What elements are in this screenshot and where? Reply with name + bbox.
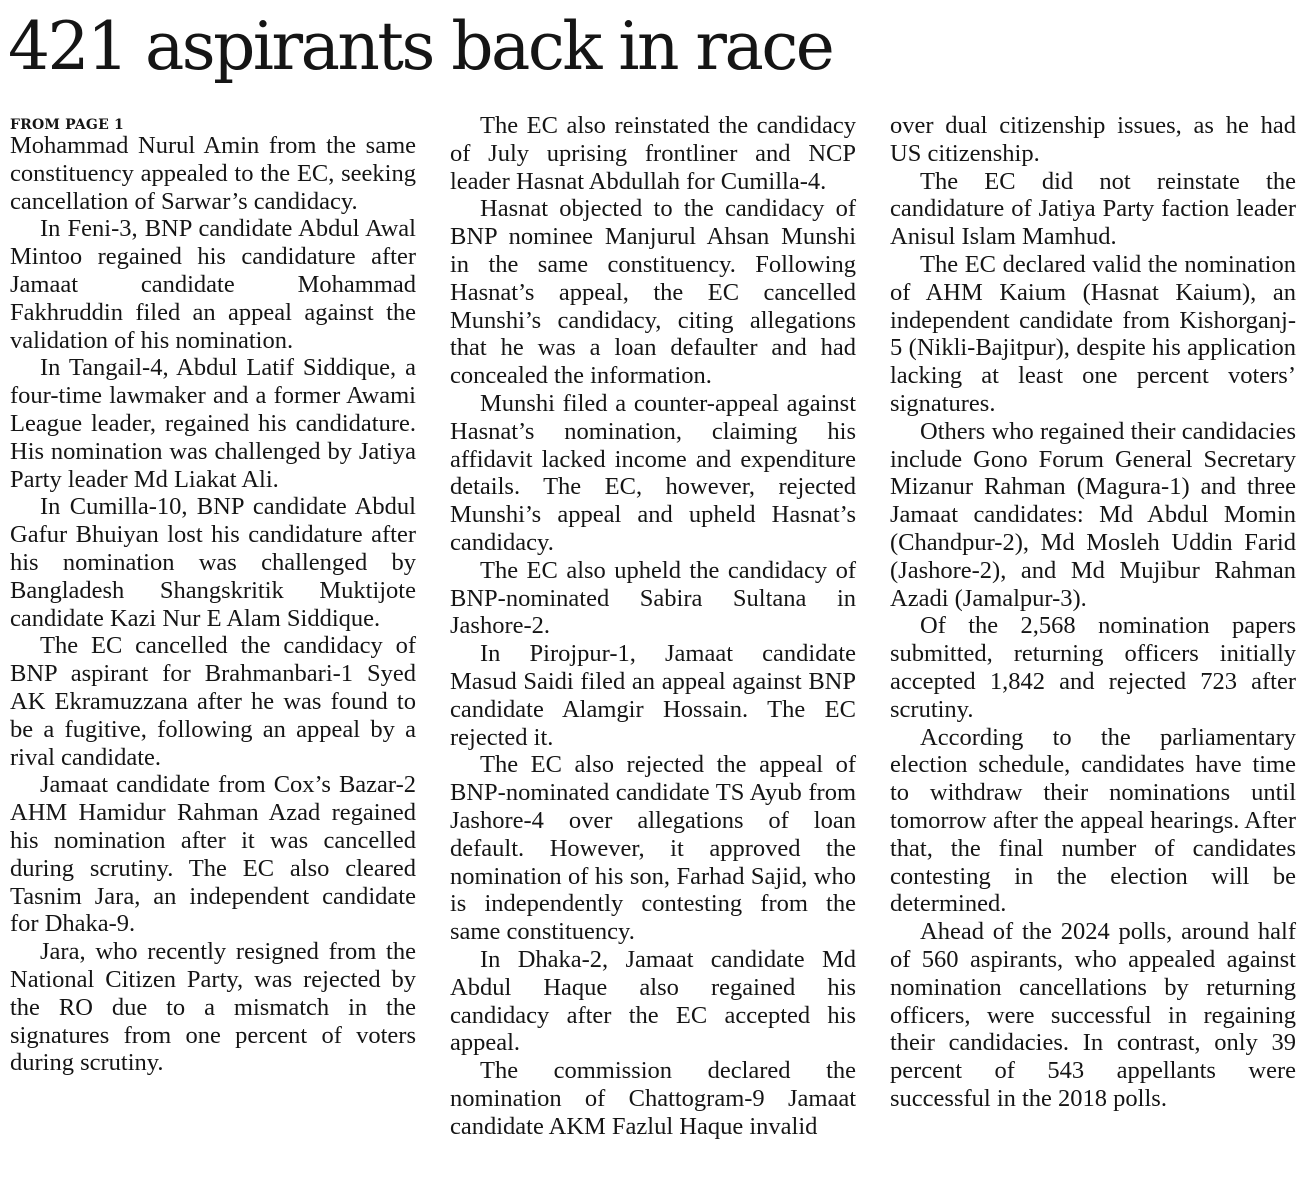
paragraph: over dual citizenship issues, as he had US citizenship. <box>890 112 1296 167</box>
paragraph: In Tangail-4, Abdul Latif Siddique, a four-time lawmaker and a former Awami League leader, regained his candidature. His nomination was challenged by Jatiya Party leader Md Liakat Ali. <box>10 354 416 493</box>
article-column-1 <box>10 112 416 1077</box>
paragraph: Ahead of the 2024 polls, around half of 560 aspirants, who appealed against nomination cancellations by returning officers, were successful in regaining their candidacies. In contrast, only 39 percent of 543 appellants were successful in the 2018 polls. <box>890 918 1296 1112</box>
paragraph: Others who regained their candidacies include Gono Forum General Secretary Mizanur Rahman (Magura-1) and three Jamaat candidates: Md Abdul Momin (Chandpur-2), Md Mosleh Uddin Farid (Jashore-2), and Md Mujibur Rahman Azadi (Jamalpur-3). <box>890 417 1296 612</box>
paragraph: The EC also upheld the candidacy of BNP-nominated Sabira Sultana in Jashore-2. <box>450 556 856 640</box>
paragraph: In Dhaka-2, Jamaat candidate Md Abdul Haque also regained his candidacy after the EC accepted his appeal. <box>450 945 856 1057</box>
paragraph: Munshi filed a counter-appeal against Hasnat’s nomination, claiming his affidavit lacked income and expenditure details. The EC, however, rejected Munshi’s appeal and upheld Hasnat’s candidacy. <box>450 389 856 556</box>
paragraph: Hasnat objected to the candidacy of BNP nominee Manjurul Ahsan Munshi in the same constituency. Following Hasnat’s appeal, the EC cancelled Munshi’s candidacy, citing allegations that he was a loan defaulter and had concealed the information. <box>450 195 856 390</box>
paragraph: Jamaat candidate from Cox’s Bazar-2 AHM Hamidur Rahman Azad regained his nomination after it was cancelled during scrutiny. The EC also cleared Tasnim Jara, an independent candidate for Dhaka-9. <box>10 771 416 938</box>
headline: 421 aspirants back in race <box>8 8 833 85</box>
paragraph: According to the parliamentary election schedule, candidates have time to withdraw their nominations until tomorrow after the appeal hearings. After that, the final number of candidates contesting in the election will be determined. <box>890 723 1296 918</box>
paragraph: Of the 2,568 nomination papers submitted, returning officers initially accepted 1,842 and rejected 723 after scrutiny. <box>890 612 1296 723</box>
paragraph: The commission declared the nomination of Chattogram-9 Jamaat candidate AKM Fazlul Haque invalid <box>450 1057 856 1140</box>
paragraph: In Cumilla-10, BNP candidate Abdul Gafur Bhuiyan lost his candidature after his nomination was challenged by Bangladesh Shangskritik Muktijote candidate Kazi Nur E Alam Siddique. <box>10 493 416 632</box>
paragraph: In Feni-3, BNP candidate Abdul Awal Mintoo regained his candidature after Jamaat candidate Mohammad Fakhruddin filed an appeal against the validation of his nomination. <box>10 215 416 354</box>
paragraph: Mohammad Nurul Amin from the same constituency appealed to the EC, seeking cancellation of Sarwar’s candidacy. <box>10 132 416 215</box>
article-column-3 <box>890 112 1296 1113</box>
paragraph: The EC also rejected the appeal of BNP-nominated candidate TS Ayub from Jashore-4 over allegations of loan default. However, it approved the nomination of his son, Farhad Sajid, who is independently contesting from the same constituency. <box>450 751 856 946</box>
paragraph: The EC also reinstated the candidacy of July uprising frontliner and NCP leader Hasnat Abdullah for Cumilla-4. <box>450 112 856 195</box>
paragraph: The EC declared valid the nomination of AHM Kaium (Hasnat Kaium), an independent candidate from Kishorganj-5 (Nikli-Bajitpur), despite his application lacking at least one percent voters’ signatures. <box>890 250 1296 417</box>
paragraph: Jara, who recently resigned from the National Citizen Party, was rejected by the RO due to a mismatch in the signatures from one percent of voters during scrutiny. <box>10 938 416 1077</box>
paragraph: In Pirojpur-1, Jamaat candidate Masud Saidi filed an appeal against BNP candidate Alamgir Hossain. The EC rejected it. <box>450 640 856 751</box>
article-column-2 <box>450 112 856 1140</box>
continuation-kicker: FROM PAGE 1 <box>10 117 124 133</box>
paragraph: The EC did not reinstate the candidature of Jatiya Party faction leader Anisul Islam Mamhud. <box>890 167 1296 251</box>
paragraph: The EC cancelled the candidacy of BNP aspirant for Brahmanbari-1 Syed AK Ekramuzzana after he was found to be a fugitive, following an appeal by a rival candidate. <box>10 632 416 771</box>
